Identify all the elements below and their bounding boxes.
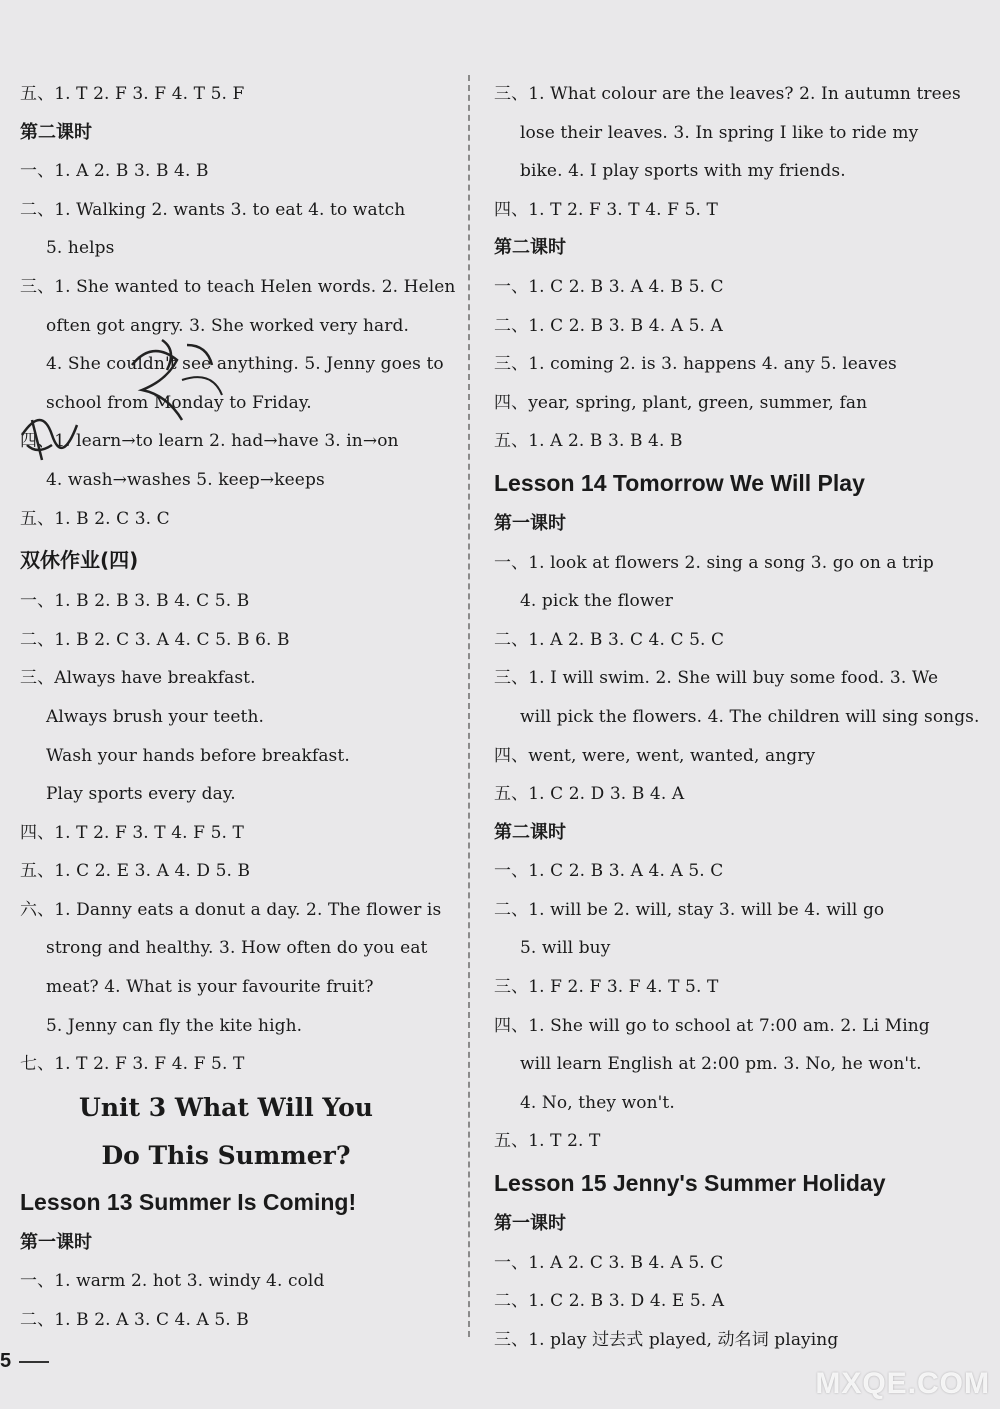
answer-line: 二、1. B 2. C 3. A 4. C 5. B 6. B (20, 629, 290, 650)
answer-line: 一、1. B 2. B 3. B 4. C 5. B (20, 591, 250, 612)
answer-line: 一、1. warm 2. hot 3. windy 4. cold (20, 1271, 325, 1292)
answer-line: 二、1. will be 2. will, stay 3. will be 4. will go (494, 899, 885, 920)
answer-line: will learn English at 2:00 pm. 3. No, he won't. (520, 1054, 922, 1075)
lesson-heading: Lesson 14 Tomorrow We Will Play (494, 469, 865, 496)
answer-line: strong and healthy. 3. How often do you eat (46, 938, 428, 959)
answer-line: 七、1. T 2. F 3. F 4. F 5. T (20, 1054, 245, 1075)
lesson-heading: Lesson 15 Jenny's Summer Holiday (494, 1170, 886, 1197)
answer-line: 三、1. coming 2. is 3. happens 4. any 5. leaves (494, 354, 897, 375)
answer-line: lose their leaves. 3. In spring I like to ride my (520, 122, 919, 143)
period-heading: 第二课时 (494, 237, 566, 259)
answer-line: 4. pick the flower (520, 591, 673, 612)
answer-line: 五、1. B 2. C 3. C (20, 508, 170, 529)
answer-line: 一、1. look at flowers 2. sing a song 3. go on a trip (494, 552, 934, 573)
answer-line: school from Monday to Friday. (46, 392, 312, 413)
answer-line: 四、went, were, went, wanted, angry (494, 745, 816, 766)
section-heading: 双休作业(四) (20, 548, 139, 573)
answer-line: 二、1. C 2. B 3. D 4. E 5. A (494, 1291, 725, 1312)
answer-line: Wash your hands before breakfast. (46, 745, 350, 766)
watermark-logo (790, 1331, 990, 1401)
answer-line: 三、1. play 过去式 played, 动名词 playing (494, 1329, 839, 1350)
answer-line: Play sports every day. (46, 784, 236, 805)
answer-line: bike. 4. I play sports with my friends. (520, 161, 846, 182)
lesson-heading: Lesson 13 Summer Is Coming! (20, 1188, 357, 1215)
page-number: 5 (0, 1350, 49, 1373)
period-heading: 第二课时 (20, 121, 92, 143)
right-column (494, 75, 980, 1359)
answer-line: 五、1. A 2. B 3. B 4. B (494, 431, 683, 452)
watermark-text: MXQE.COM (815, 1367, 990, 1400)
answer-line: 四、year, spring, plant, green, summer, fan (494, 392, 868, 413)
answer-line: 一、1. C 2. B 3. A 4. A 5. C (494, 861, 724, 882)
answer-line: 一、1. C 2. B 3. A 4. B 5. C (494, 276, 724, 297)
period-heading: 第一课时 (494, 512, 566, 534)
answer-line: 一、1. A 2. B 3. B 4. B (20, 161, 209, 182)
answer-line: will pick the flowers. 4. The children will sing songs. (520, 706, 980, 727)
answer-line: meat? 4. What is your favourite fruit? (46, 977, 374, 998)
column-divider (468, 75, 470, 1337)
answer-line: 四、1. T 2. F 3. T 4. F 5. T (20, 822, 244, 843)
answer-line: 5. Jenny can fly the kite high. (46, 1015, 303, 1036)
answer-line: 三、1. She wanted to teach Helen words. 2. Helen (20, 276, 456, 297)
answer-line: often got angry. 3. She worked very hard. (46, 315, 410, 336)
answer-line: 四、1. learn→to learn 2. had→have 3. in→on (20, 431, 399, 452)
answer-line: 三、1. F 2. F 3. F 4. T 5. T (494, 977, 719, 998)
answer-line: 五、1. T 2. T (494, 1131, 601, 1152)
answer-line: 五、1. C 2. D 3. B 4. A (494, 784, 685, 805)
answer-line: 三、1. What colour are the leaves? 2. In autumn trees (494, 84, 961, 104)
period-heading: 第二课时 (494, 821, 566, 843)
answer-line: 二、1. Walking 2. wants 3. to eat 4. to watch (20, 199, 406, 220)
answer-line: 5. will buy (520, 938, 611, 959)
answer-line: 5. helps (46, 238, 115, 259)
answer-line: 六、1. Danny eats a donut a day. 2. The flower is (20, 899, 442, 920)
answer-line: 四、1. T 2. F 3. T 4. F 5. T (494, 199, 718, 220)
unit-heading: Do This Summer? (101, 1140, 351, 1170)
answer-line: 三、1. I will swim. 2. She will buy some food. 3. We (494, 668, 939, 689)
left-column (20, 75, 456, 1340)
answer-line: 五、1. C 2. E 3. A 4. D 5. B (20, 861, 251, 882)
answer-line: 4. wash→washes 5. keep→keeps (46, 469, 325, 490)
period-heading: 第一课时 (20, 1231, 92, 1253)
answer-line: 二、1. A 2. B 3. C 4. C 5. C (494, 629, 725, 650)
answer-line: 三、Always have breakfast. (20, 668, 256, 689)
period-heading: 第一课时 (494, 1213, 566, 1235)
answer-line: 四、1. She will go to school at 7:00 am. 2. Li Ming (494, 1015, 930, 1036)
answer-line: Always brush your teeth. (46, 706, 265, 727)
unit-heading: Unit 3 What Will You (79, 1092, 373, 1122)
answer-line: 4. She couldn't see anything. 5. Jenny goes to (46, 354, 444, 375)
answer-line: 一、1. A 2. C 3. B 4. A 5. C (494, 1252, 724, 1273)
answer-line: 二、1. C 2. B 3. B 4. A 5. A (494, 315, 723, 336)
answer-line: 二、1. B 2. A 3. C 4. A 5. B (20, 1310, 249, 1331)
answer-line: 五、1. T 2. F 3. F 4. T 5. F (20, 84, 245, 104)
answer-line: 4. No, they won't. (520, 1092, 675, 1113)
